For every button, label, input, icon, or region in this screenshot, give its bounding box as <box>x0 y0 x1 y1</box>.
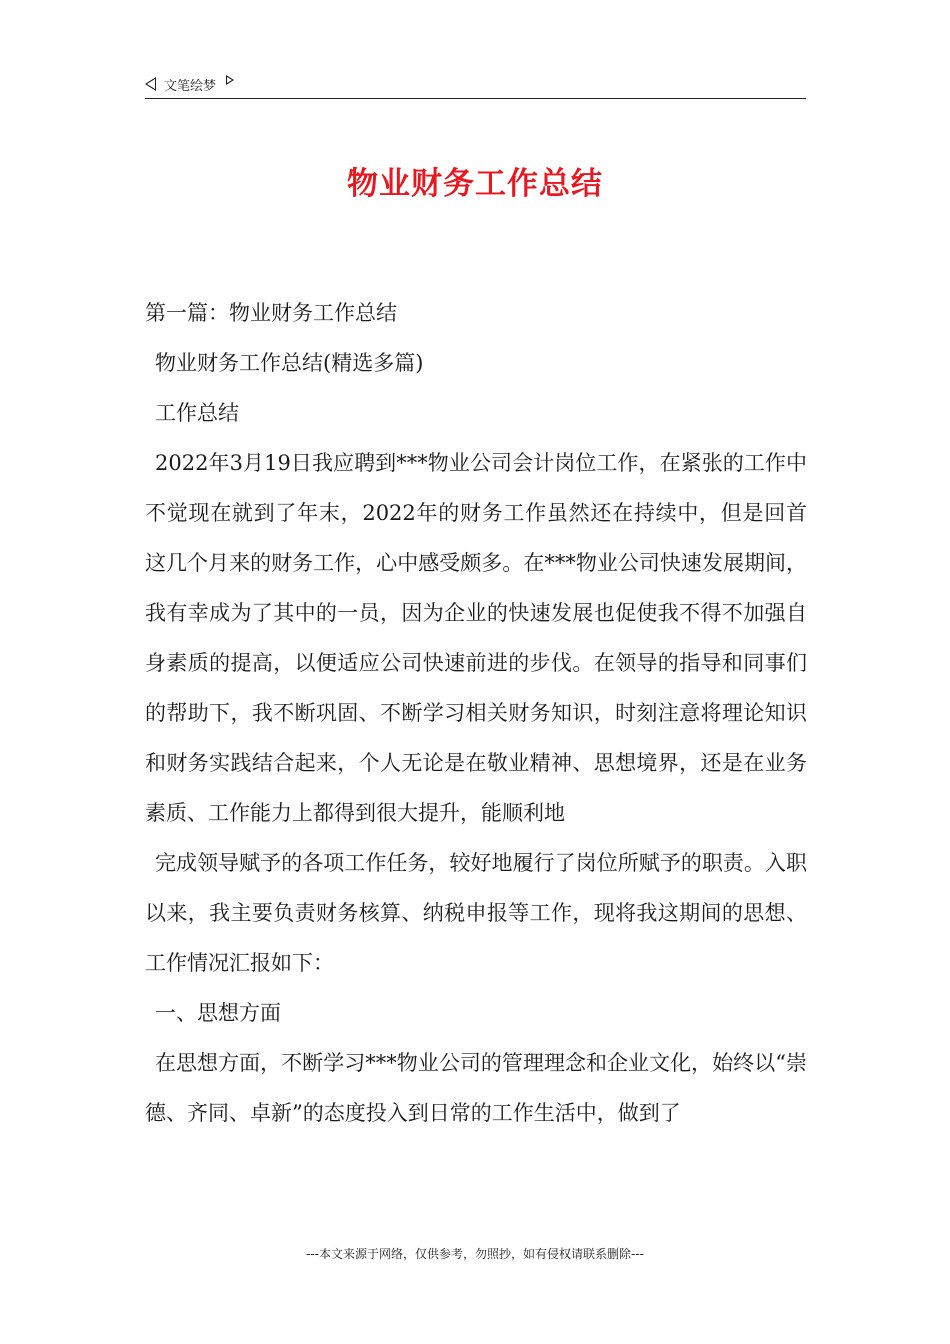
page-footer: ---本文来源于网络，仅供参考，勿照抄，如有侵权请联系删除--- <box>306 1247 644 1261</box>
header-brand: 文笔绘梦 <box>164 78 217 94</box>
triangle-right-icon <box>226 75 234 85</box>
body-paragraph: 2022年3月19日我应聘到***物业公司会计岗位工作，在紧张的工作中不觉现在就到了年末，2022年的财务工作虽然还在持续中，但是回首这几个月来的财务工作，心中感受颇多。在***物业公司快速发展期间，我有幸成为了其中的一员，因为企业的快速发展也促使我不得不加强自身素质的提高，以便适应公司快速前进的步伐。在领导的指导和同事们的帮助下，我不断巩固、不断学习相关财务知识，时刻注意将理论知识和财务实践结合起来，个人无论是在敬业精神、思想境界，还是在业务素质、工作能力上都得到很大提升，能顺利地 <box>145 451 807 825</box>
document-title: 物业财务工作总结 <box>347 166 603 202</box>
body-paragraph: 在思想方面，不断学习***物业公司的管理理念和企业文化，始终以“崇德、齐同、卓新”的态度投入到日常的工作生活中，做到了 <box>145 1051 807 1125</box>
subheading: 工作总结 <box>155 401 239 425</box>
triangle-left-icon <box>145 77 156 91</box>
subtitle: 物业财务工作总结(精选多篇) <box>155 351 424 375</box>
section-heading-thought: 一、思想方面 <box>155 1001 281 1025</box>
document-body <box>145 288 807 1138</box>
body-paragraph: 完成领导赋予的各项工作任务，较好地履行了岗位所赋予的职责。入职以来，我主要负责财务核算、纳税申报等工作，现将我这期间的思想、工作情况汇报如下： <box>145 851 807 975</box>
section-heading: 第一篇：物业财务工作总结 <box>145 301 397 325</box>
page-header <box>145 74 806 99</box>
